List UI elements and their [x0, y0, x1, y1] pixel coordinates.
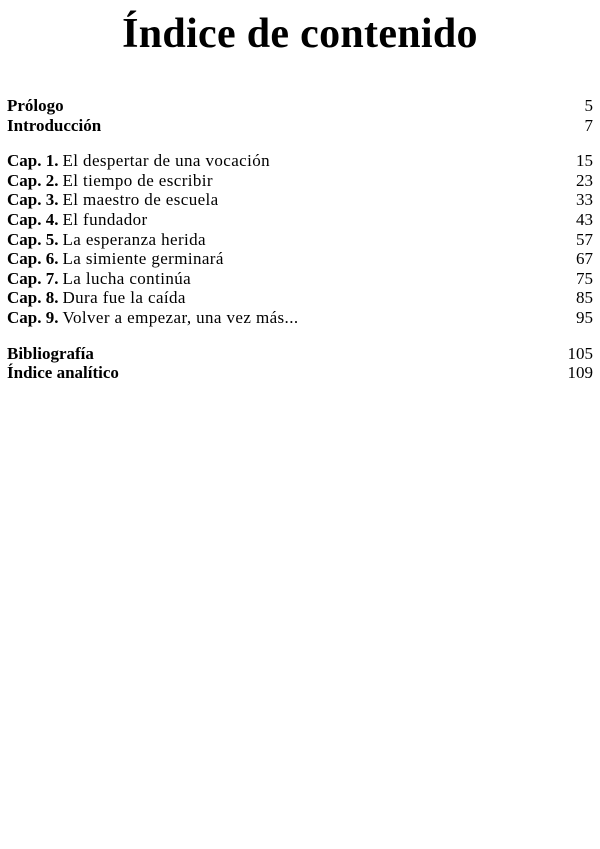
front-matter-section: [7, 96, 593, 135]
chapter-label: Cap. 2.: [7, 170, 59, 190]
page-title: Índice de contenido: [122, 11, 478, 57]
chapter-label: Cap. 3.: [7, 190, 59, 210]
chapter-label: Cap. 6.: [7, 249, 59, 269]
page-number: 57: [576, 229, 593, 249]
toc-entry-chapter-4: [7, 210, 593, 230]
toc-entry-introduccion: [7, 116, 593, 136]
toc-entry-prologo: [7, 96, 593, 116]
chapter-title: La esperanza herida: [62, 229, 206, 249]
page-number: 43: [576, 209, 593, 229]
page-number: 109: [567, 363, 593, 383]
chapters-section: [7, 151, 593, 327]
page-number: 85: [576, 288, 593, 308]
page-number: 95: [576, 307, 593, 327]
toc-entry-chapter-1: [7, 151, 593, 171]
page-number: 15: [576, 151, 593, 171]
toc-entry-bibliografia: [7, 344, 593, 364]
chapter-label: Cap. 4.: [7, 209, 59, 229]
back-matter-section: [7, 344, 593, 383]
table-of-contents: [7, 96, 593, 383]
chapter-title: El maestro de escuela: [62, 190, 219, 210]
page-number: 67: [576, 249, 593, 269]
chapter-label: Cap. 7.: [7, 268, 59, 288]
toc-entry-chapter-2: [7, 171, 593, 191]
page-number: 105: [567, 343, 593, 363]
chapter-label: Cap. 1.: [7, 151, 59, 171]
entry-label: Introducción: [7, 115, 102, 135]
toc-entry-indice-analitico: [7, 363, 593, 383]
toc-entry-chapter-8: [7, 288, 593, 308]
toc-entry-chapter-3: [7, 190, 593, 210]
chapter-title: El tiempo de escribir: [62, 170, 213, 190]
chapter-title: El despertar de una vocación: [62, 151, 271, 171]
toc-entry-chapter-6: [7, 249, 593, 269]
page-number: 75: [576, 268, 593, 288]
chapter-title: Dura fue la caída: [62, 288, 186, 308]
chapter-label: Cap. 9.: [7, 307, 59, 327]
entry-label: Índice analítico: [7, 363, 119, 383]
toc-entry-chapter-9: [7, 308, 593, 328]
page-number: 5: [584, 96, 593, 115]
chapter-label: Cap. 8.: [7, 288, 59, 308]
chapter-title: La lucha continúa: [62, 268, 192, 288]
chapter-label: Cap. 5.: [7, 229, 59, 249]
entry-label: Bibliografía: [7, 343, 94, 363]
chapter-title: Volver a empezar, una vez más...: [62, 307, 299, 327]
chapter-title: La simiente germinará: [62, 249, 224, 269]
page-number: 33: [576, 190, 593, 210]
toc-entry-chapter-7: [7, 269, 593, 289]
toc-entry-chapter-5: [7, 230, 593, 250]
entry-label: Prólogo: [7, 96, 64, 115]
page-number: 7: [584, 115, 593, 135]
page-number: 23: [576, 170, 593, 190]
chapter-title: El fundador: [62, 209, 148, 229]
